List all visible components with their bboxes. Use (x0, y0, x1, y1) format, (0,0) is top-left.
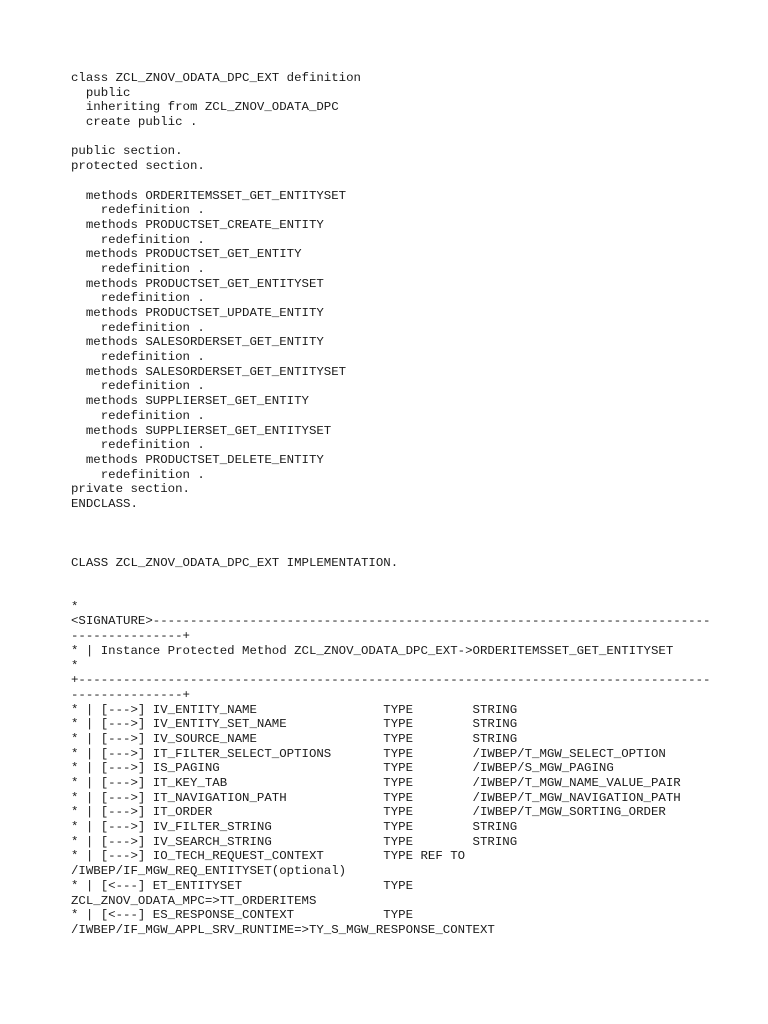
code-line: ENDCLASS. (71, 496, 138, 511)
code-line: protected section. (71, 159, 205, 174)
code-line (71, 174, 710, 189)
code-line: /IWBEP/IF_MGW_APPL_SRV_RUNTIME=>TY_S_MGW_RESPONSE_CONTEXT (71, 922, 495, 937)
code-line: redefinition . (71, 291, 205, 306)
code-line: ---------------+ (71, 629, 190, 644)
code-line: * | [--->] IT_NAVIGATION_PATH TYPE /IWBEP/T_MGW_NAVIGATION_PATH (71, 790, 681, 805)
code-line (71, 541, 710, 556)
code-line (71, 512, 710, 527)
code-line: * (71, 658, 79, 673)
code-line: * | [--->] IV_FILTER_STRING TYPE STRING (71, 820, 518, 835)
code-line: methods PRODUCTSET_GET_ENTITYSET (71, 276, 324, 291)
code-line: methods PRODUCTSET_CREATE_ENTITY (71, 217, 324, 232)
code-line: redefinition . (71, 350, 205, 365)
code-line: methods PRODUCTSET_GET_ENTITY (71, 247, 302, 262)
code-line: redefinition . (71, 320, 205, 335)
code-line: redefinition . (71, 438, 205, 453)
code-line: methods SALESORDERSET_GET_ENTITYSET (71, 364, 347, 379)
code-line: * (71, 599, 79, 614)
code-line: methods PRODUCTSET_UPDATE_ENTITY (71, 306, 324, 320)
code-line: methods SUPPLIERSET_GET_ENTITYSET (71, 423, 332, 438)
code-line: /IWBEP/IF_MGW_REQ_ENTITYSET(optional) (71, 864, 347, 879)
code-line (71, 130, 710, 145)
code-line: * | [--->] IO_TECH_REQUEST_CONTEXT TYPE REF TO (71, 849, 466, 864)
code-line: * | [--->] IT_KEY_TAB TYPE /IWBEP/T_MGW_NAME_VALUE_PAIR (71, 776, 681, 790)
code-line: * | [<---] ET_ENTITYSET TYPE (71, 878, 414, 893)
code-line: methods ORDERITEMSSET_GET_ENTITYSET (71, 188, 347, 203)
code-line: methods SALESORDERSET_GET_ENTITY (71, 335, 324, 350)
code-line: * | [--->] IV_SOURCE_NAME TYPE STRING (71, 731, 518, 746)
code-line: methods PRODUCTSET_DELETE_ENTITY (71, 452, 324, 467)
code-line: public (71, 85, 131, 100)
abap-source-code (71, 71, 710, 938)
code-line: * | Instance Protected Method ZCL_ZNOV_ODATA_DPC_EXT->ORDERITEMSSET_GET_ENTITYSET (71, 643, 674, 658)
code-line (71, 570, 710, 585)
code-line: private section. (71, 482, 190, 497)
code-line: * | [--->] IT_ORDER TYPE /IWBEP/T_MGW_SORTING_ORDER (71, 805, 666, 820)
code-line (71, 585, 710, 600)
code-line: CLASS ZCL_ZNOV_ODATA_DPC_EXT IMPLEMENTATION. (71, 555, 399, 570)
code-line: * | [--->] IV_ENTITY_NAME TYPE STRING (71, 702, 518, 717)
code-line: redefinition . (71, 232, 205, 247)
code-line (71, 526, 710, 541)
code-line: create public . (71, 115, 198, 130)
code-line: * | [--->] IV_SEARCH_STRING TYPE STRING (71, 834, 518, 849)
code-line: redefinition . (71, 467, 205, 482)
code-line: * | [<---] ES_RESPONSE_CONTEXT TYPE (71, 908, 414, 923)
code-line: redefinition . (71, 379, 205, 394)
code-line: redefinition . (71, 408, 205, 423)
code-line: ZCL_ZNOV_ODATA_MPC=>TT_ORDERITEMS (71, 893, 317, 908)
code-line: methods SUPPLIERSET_GET_ENTITY (71, 394, 309, 409)
code-line: redefinition . (71, 261, 205, 276)
code-line: * | [--->] IV_ENTITY_SET_NAME TYPE STRING (71, 717, 518, 732)
code-line: ---------------+ (71, 687, 190, 702)
code-line: * | [--->] IS_PAGING TYPE /IWBEP/S_MGW_PAGING (71, 761, 614, 776)
code-line: inheriting from ZCL_ZNOV_ODATA_DPC (71, 100, 339, 115)
code-line: +------------------------------------------------------------------------------------- (71, 673, 711, 688)
code-line: class ZCL_ZNOV_ODATA_DPC_EXT definition (71, 71, 361, 85)
code-line: public section. (71, 144, 183, 159)
code-line: <SIGNATURE>--------------------------------------------------------------------------- (71, 614, 711, 629)
code-line: redefinition . (71, 203, 205, 218)
code-line: * | [--->] IT_FILTER_SELECT_OPTIONS TYPE /IWBEP/T_MGW_SELECT_OPTION (71, 746, 666, 761)
